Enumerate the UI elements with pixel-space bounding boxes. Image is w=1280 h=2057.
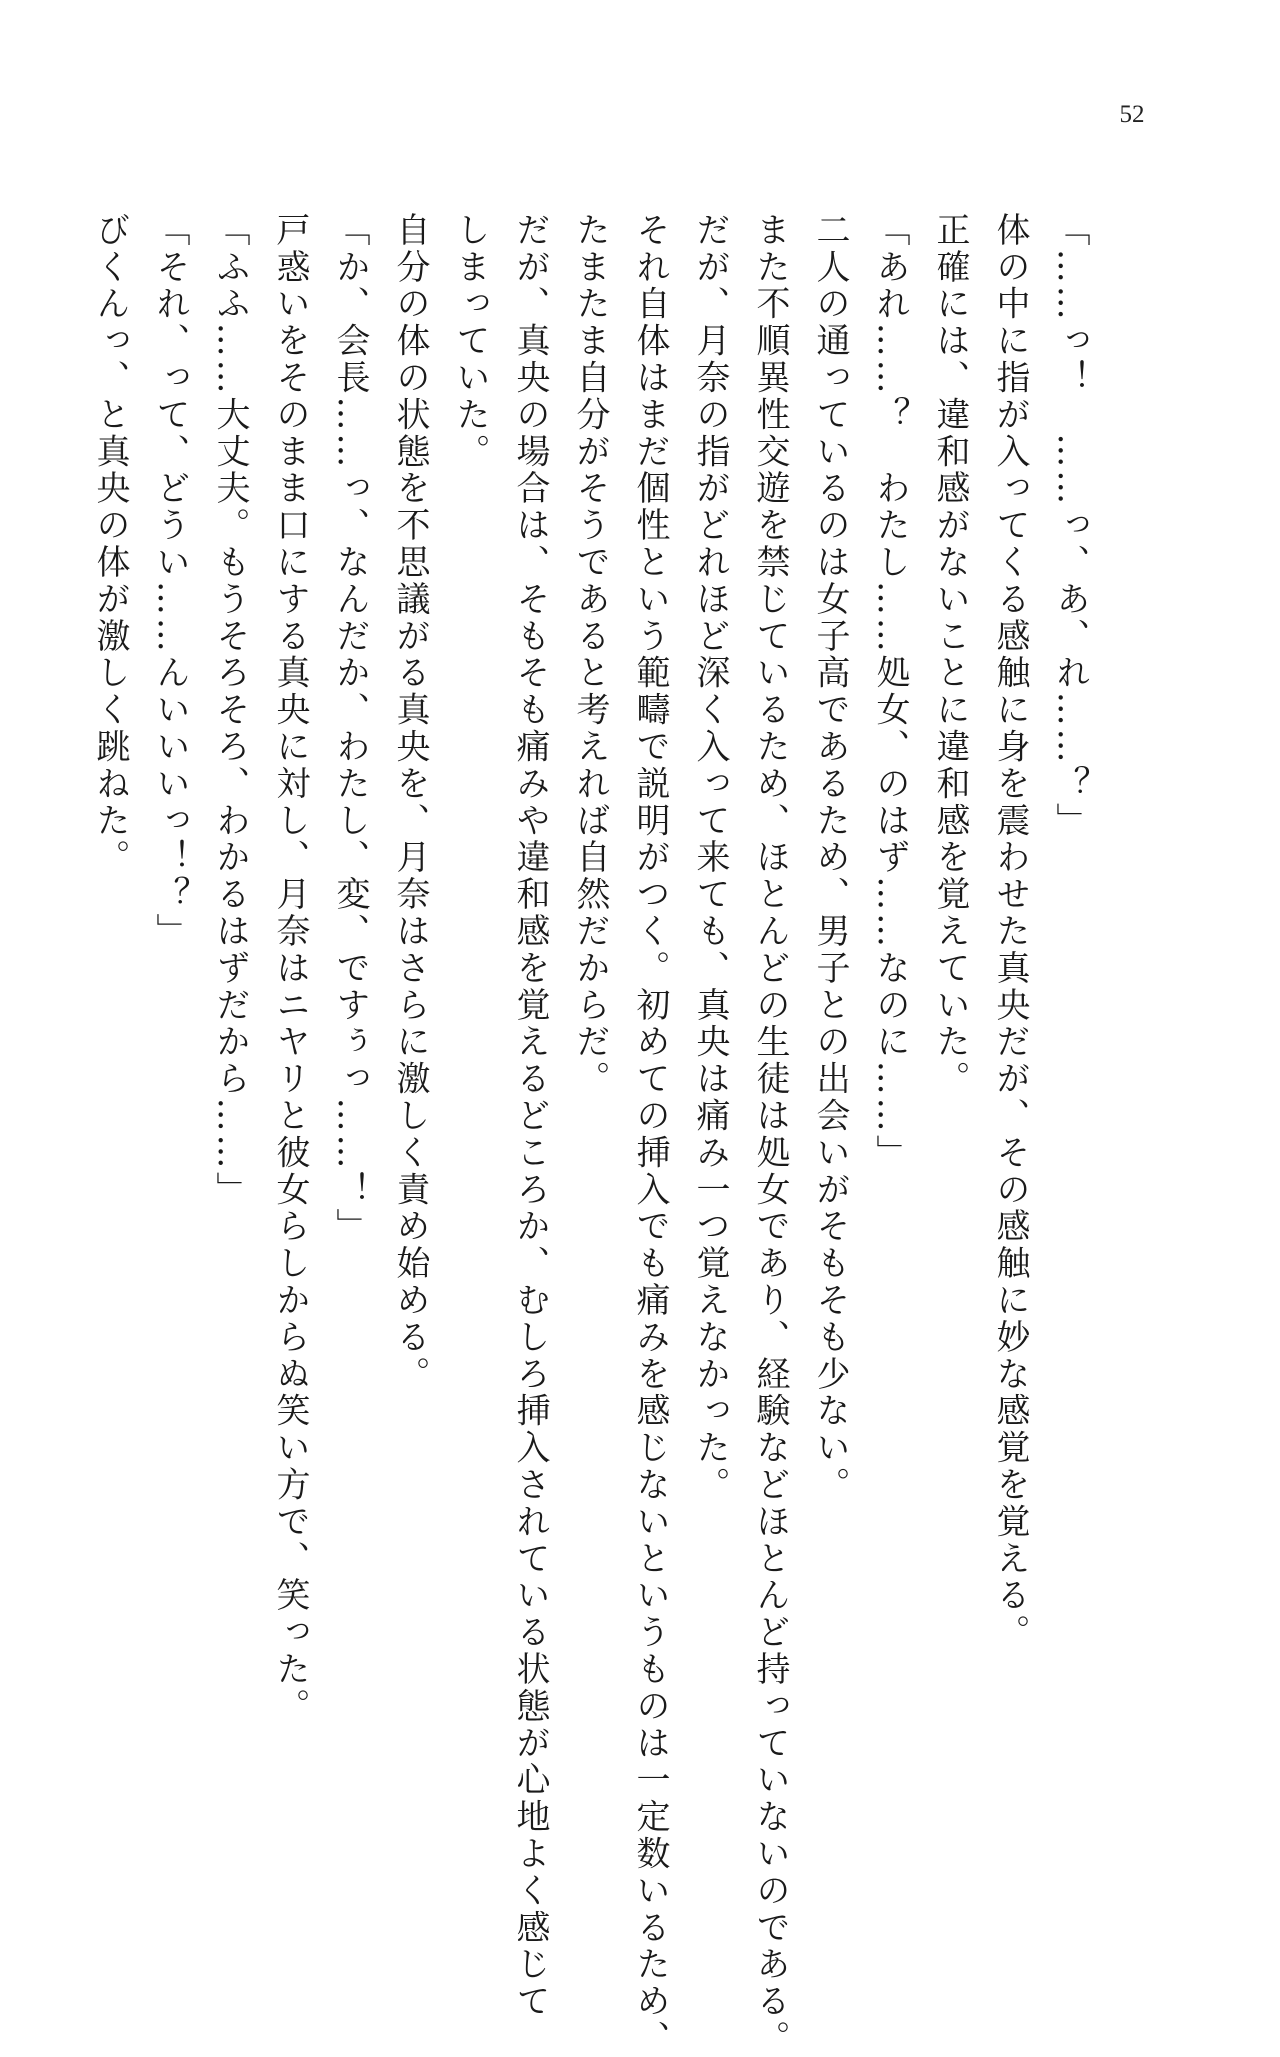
text-line: だが、月奈の指がどれほど深く入って来ても、真央は痛み一つ覚えなかった。: [690, 212, 730, 1504]
text-line: だが、真央の場合は、そもそも痛みや違和感を覚えるどころか、むしろ挿入されている状態が心地よく感じて: [510, 212, 550, 2021]
text-line: 正確には、違和感がないことに違和感を覚えていた。: [930, 212, 970, 1098]
body-text: [90, 212, 1100, 2057]
text-line: 「それ、って、どうい……んいいいっ！？」: [150, 212, 190, 950]
text-line: 「か、会長……っ、なんだか、わたし、変、ですぅっ……！」: [330, 212, 370, 1246]
text-line: 「あれ……？ わたし……処女、のはず……なのに……」: [870, 212, 910, 1172]
text-line: 体の中に指が入ってくる感触に身を震わせた真央だが、その感触に妙な感覚を覚える。: [990, 212, 1030, 1652]
text-line: 「……っ！ ……っ、あ、れ……？」: [1050, 212, 1090, 840]
text-line: 「ふふ……大丈夫。もうそろそろ、わかるはずだから……」: [210, 212, 250, 1209]
page-number: 52: [1119, 101, 1145, 128]
text-line: たまたま自分がそうであると考えれば自然だからだ。: [570, 212, 610, 1098]
text-line: びくんっ、と真央の体が激しく跳ねた。: [90, 212, 130, 877]
text-line: しまっていた。: [450, 212, 490, 471]
text-line: それ自体はまだ個性という範疇で説明がつく。初めての挿入でも痛みを感じないというものは一定数いるため、: [630, 212, 670, 2057]
text-line: また不順異性交遊を禁じているため、ほとんどの生徒は処女であり、経験などほとんど持っていないのである。: [750, 212, 790, 2057]
text-line: 二人の通っているのは女子高であるため、男子との出会いがそもそも少ない。: [810, 212, 850, 1504]
text-line: 自分の体の状態を不思議がる真央を、月奈はさらに激しく責め始める。: [390, 212, 430, 1393]
text-line: 戸惑いをそのまま口にする真央に対し、月奈はニヤリと彼女らしからぬ笑い方で、笑った。: [270, 212, 310, 1725]
